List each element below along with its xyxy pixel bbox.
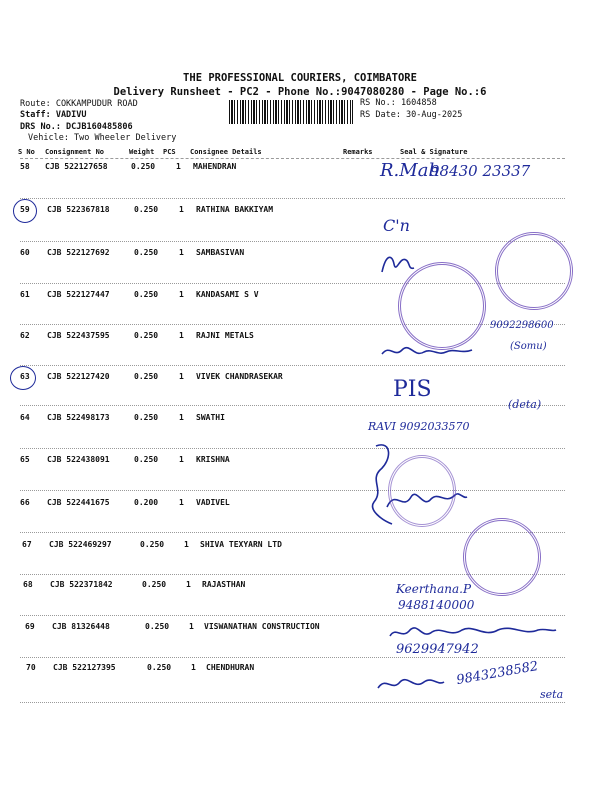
handwritten-mark-row-60: C'n	[383, 216, 410, 235]
handwritten-phone-row-64: RAVI 9092033570	[368, 420, 470, 433]
cell-consignment: CJB 522127692	[47, 248, 110, 257]
cell-consignee: MAHENDRAN	[193, 162, 237, 171]
cell-consignment: CJB 522127447	[47, 290, 110, 299]
cell-sno: 68	[23, 580, 33, 589]
cell-consignment: CJB 522441675	[47, 498, 110, 507]
cell-consignee: RAJASTHAN	[202, 580, 246, 589]
cell-sno: 70	[26, 663, 36, 672]
cell-sno: 66	[20, 498, 30, 507]
cell-weight: 0.250	[142, 580, 167, 589]
cell-consignment: CJB 522438091	[47, 455, 110, 464]
scribble-signature-row-69	[388, 622, 558, 644]
hospital-stamp	[398, 262, 486, 350]
company-stamp	[495, 232, 573, 310]
row-divider	[20, 283, 565, 284]
cell-consignee: KRISHNA	[196, 455, 230, 464]
column-header-consignee: Consignee Details	[190, 148, 262, 156]
cell-consignee: SWATHI	[196, 413, 225, 422]
handwritten-phone-row-69: 9629947942	[396, 642, 479, 657]
route-label: Route: COKKAMPUDUR ROAD	[20, 99, 138, 109]
rs-number: RS No.: 1604858	[360, 98, 437, 108]
handwritten-phone-row-62: 9092298600	[490, 320, 554, 331]
row-divider	[20, 490, 565, 491]
cell-weight: 0.250	[134, 205, 159, 214]
handwritten-name-row-68: Keerthana.P	[396, 582, 472, 596]
row-divider	[20, 615, 565, 616]
cell-pcs: 1	[191, 663, 196, 672]
cell-weight: 0.250	[134, 413, 159, 422]
cell-sno: 59	[20, 205, 30, 214]
cell-consignee: VISWANATHAN CONSTRUCTION	[204, 622, 320, 631]
vehicle-label: Vehicle: Two Wheeler Delivery	[28, 133, 177, 143]
cell-sno: 64	[20, 413, 30, 422]
cell-consignee: RAJNI METALS	[196, 331, 254, 340]
cell-consignment: CJB 522367818	[47, 205, 110, 214]
row-divider	[20, 241, 565, 242]
rs-date: RS Date: 30-Aug-2025	[360, 110, 463, 120]
handwritten-note-seta: seta	[540, 688, 564, 701]
drs-number: DRS No.: DCJB160485806	[20, 122, 133, 132]
shiva-stamp	[463, 518, 541, 596]
row-divider	[20, 198, 565, 199]
table-row	[0, 455, 600, 499]
cell-consignee: SHIVA TEXYARN LTD	[200, 540, 282, 549]
runsheet-title: Delivery Runsheet - PC2 - Phone No.:9047080280 - Page No.:6	[113, 86, 487, 98]
signature-row-58: R.Mah	[380, 160, 441, 181]
table-row	[0, 413, 600, 457]
column-header-sno: S No	[18, 148, 35, 156]
column-header-consignment: Consignment No	[45, 148, 105, 156]
cell-pcs: 1	[186, 580, 191, 589]
cell-consignment: CJB 522469297	[49, 540, 112, 549]
cell-sno: 60	[20, 248, 30, 257]
cell-pcs: 1	[179, 290, 184, 299]
cell-consignee: SAMBASIVAN	[196, 248, 245, 257]
row-divider	[20, 324, 565, 325]
cell-sno: 67	[22, 540, 32, 549]
cell-sno: 58	[20, 162, 30, 171]
circled-row-mark	[10, 366, 36, 390]
cell-consignee: CHENDHURAN	[206, 663, 255, 672]
scribble-signature-row-70	[376, 672, 446, 696]
handwritten-phone-row-68: 9488140000	[398, 598, 475, 612]
cell-weight: 0.250	[134, 290, 159, 299]
cell-pcs: 1	[179, 331, 184, 340]
row-divider	[20, 365, 565, 366]
handwritten-note-deta: (deta)	[508, 398, 542, 411]
cell-weight: 0.250	[140, 540, 165, 549]
cell-consignee: VADIVEL	[196, 498, 230, 507]
handwritten-phone-row-70: 9843238582	[455, 658, 540, 689]
column-header-seal: Seal & Signature	[400, 148, 468, 156]
cell-pcs: 1	[179, 372, 184, 381]
barcode	[229, 100, 353, 124]
cell-weight: 0.250	[134, 331, 159, 340]
cell-sno: 69	[25, 622, 35, 631]
cell-consignment: CJB 522437595	[47, 331, 110, 340]
column-header-pcs: PCS	[163, 148, 176, 156]
cell-consignment: CJB 522127420	[47, 372, 110, 381]
circled-row-mark	[13, 199, 37, 223]
cell-sno: 62	[20, 331, 30, 340]
column-header-weight: Weight	[129, 148, 155, 156]
cell-weight: 0.250	[147, 663, 172, 672]
faint-stamp	[388, 455, 456, 527]
cell-consignment: CJB 81326448	[52, 622, 110, 631]
row-divider	[20, 448, 565, 449]
column-header-remarks: Remarks	[343, 148, 373, 156]
cell-pcs: 1	[179, 413, 184, 422]
row-divider	[20, 405, 565, 406]
cell-consignee: KANDASAMI S V	[196, 290, 259, 299]
cell-pcs: 1	[184, 540, 189, 549]
table-row	[0, 331, 600, 375]
cell-weight: 0.250	[134, 455, 159, 464]
cell-consignment: CJB 522127658	[45, 162, 108, 171]
cell-pcs: 1	[179, 455, 184, 464]
cell-weight: 0.250	[134, 248, 159, 257]
cell-sno: 65	[20, 455, 30, 464]
cell-weight: 0.250	[145, 622, 170, 631]
cell-pcs: 1	[176, 162, 181, 171]
company-name: THE PROFESSIONAL COURIERS, COIMBATORE	[183, 72, 417, 84]
cell-pcs: 1	[189, 622, 194, 631]
header-divider	[20, 158, 565, 159]
cell-weight: 0.250	[134, 372, 159, 381]
cell-consignee: RATHINA BAKKIYAM	[196, 205, 274, 214]
row-divider	[20, 657, 565, 658]
handwritten-pis: PIS	[393, 377, 432, 402]
cell-pcs: 1	[179, 248, 184, 257]
cell-sno: 63	[20, 372, 30, 381]
handwritten-name-row-62: (Somu)	[510, 341, 547, 352]
cell-sno: 61	[20, 290, 30, 299]
cell-pcs: 1	[179, 205, 184, 214]
cell-pcs: 1	[179, 498, 184, 507]
handwritten-phone-row-58: 98430 23337	[430, 162, 531, 180]
cell-consignee: VIVEK CHANDRASEKAR	[196, 372, 283, 381]
cell-weight: 0.200	[134, 498, 159, 507]
cell-consignment: CJB 522498173	[47, 413, 110, 422]
row-divider	[20, 702, 565, 703]
cell-consignment: CJB 522371842	[50, 580, 113, 589]
cell-weight: 0.250	[131, 162, 156, 171]
staff-label: Staff: VADIVU	[20, 110, 87, 120]
cell-consignment: CJB 522127395	[53, 663, 116, 672]
